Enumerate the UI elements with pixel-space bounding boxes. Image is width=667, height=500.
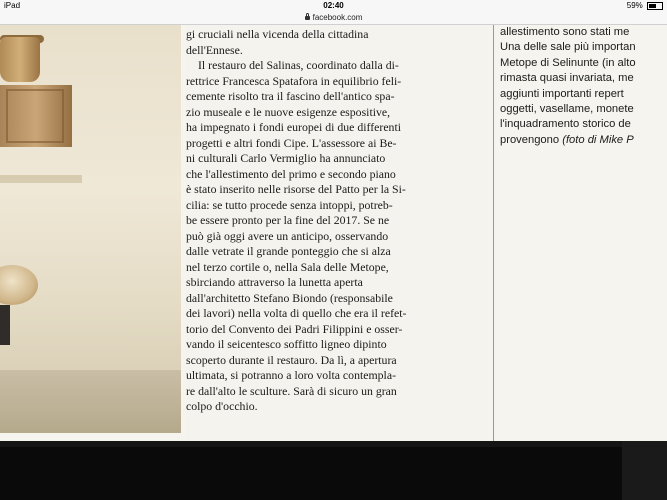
column-line: Metope di Selinunte (in alto bbox=[500, 56, 636, 69]
lock-icon bbox=[305, 16, 310, 20]
museum-photo bbox=[0, 25, 181, 433]
battery-status bbox=[627, 1, 663, 10]
article-line: dall'architetto Stefano Biondo (responsabile bbox=[186, 290, 393, 305]
article-line: re dall'alto le sculture. Sarà di sicuro un gran bbox=[186, 383, 397, 398]
display-stand bbox=[0, 305, 10, 345]
column-line: oggetti, vasellame, monete bbox=[500, 103, 634, 116]
article-line: ultimata, si potranno a loro volta contempla- bbox=[186, 368, 396, 382]
article-line: ha impegnato i fondi europei di due differenti bbox=[186, 120, 402, 134]
article-line: dalle vetrate il grande ponteggio che si alza bbox=[186, 244, 391, 258]
article-line: nel terzo cortile o, nella Sala delle Metope, bbox=[186, 259, 389, 274]
relief-frame bbox=[6, 89, 64, 143]
column-line: rimasta quasi invariata, me bbox=[500, 72, 634, 85]
article-line: Il restauro del Salinas, coordinato dalla di- bbox=[198, 58, 399, 72]
article-line: rettrice Francesca Spatafora in equilibrio feli- bbox=[186, 73, 402, 88]
url-text: facebook.com bbox=[312, 13, 363, 22]
article-line: be essere pronto per la fine del 2017. Se ne bbox=[186, 213, 390, 227]
article-line: dei lavori) nella volta di quello che era il refet- bbox=[186, 306, 407, 320]
article-line: zio museale e le nuove esigenze espositive, bbox=[186, 104, 391, 119]
clock: 02:40 bbox=[323, 1, 344, 10]
article-line: che l'allestimento del primo e secondo piano bbox=[186, 166, 396, 181]
article-line: colpo d'occhio. bbox=[186, 399, 258, 413]
adjacent-column bbox=[500, 25, 667, 441]
article-line: cilia: se tutto procede senza intoppi, potreb- bbox=[186, 197, 393, 212]
column-line: Una delle sale più importan bbox=[500, 41, 636, 54]
ios-status-bar bbox=[0, 0, 667, 11]
article-line: sbirciando attraverso la lunetta aperta bbox=[186, 275, 363, 289]
article-line: gi cruciali nella vicenda della cittadina bbox=[186, 27, 369, 41]
battery-percent: 59% bbox=[626, 1, 643, 10]
display-shelf bbox=[0, 175, 82, 183]
page-content bbox=[0, 25, 667, 441]
column-line: aggiunti importanti repert bbox=[500, 87, 624, 100]
column-line-last bbox=[500, 133, 667, 148]
ceramic-bowl bbox=[0, 265, 38, 305]
column-divider bbox=[493, 25, 494, 441]
photo-credit: (foto di Mike P bbox=[562, 133, 634, 146]
address-bar[interactable] bbox=[0, 11, 667, 25]
article-line: scoperto durante il restauro. Da lì, a apertura bbox=[186, 352, 397, 367]
article-line: vando il seicentesco soffitto ligneo dipinto bbox=[186, 337, 387, 351]
column-line: l'inquadramento storico de bbox=[500, 118, 631, 131]
column-line: allestimento sono stati me bbox=[500, 26, 630, 38]
black-background-area bbox=[0, 441, 667, 500]
battery-icon bbox=[647, 2, 663, 10]
ancient-vase bbox=[0, 37, 40, 82]
article-line: è stato inserito nelle risorse del Patto per la Si- bbox=[186, 182, 406, 196]
article-line: progetti e altri fondi Cipe. L'assessore ai Be- bbox=[186, 135, 397, 150]
article-line: cemente risolto tra il fascino dell'antico spa- bbox=[186, 89, 395, 103]
article-line: può già oggi avere un anticipo, osservando bbox=[186, 228, 389, 243]
device-label: iPad bbox=[4, 1, 21, 10]
column-line: provengono bbox=[500, 133, 560, 146]
article-line: dell'Ennese. bbox=[186, 42, 243, 57]
article-line: ni culturali Carlo Vermiglio ha annunciato bbox=[186, 151, 386, 165]
article-column bbox=[186, 25, 488, 441]
article-line: torio del Convento dei Padri Filippini e osser- bbox=[186, 321, 403, 336]
museum-floor bbox=[0, 370, 181, 433]
